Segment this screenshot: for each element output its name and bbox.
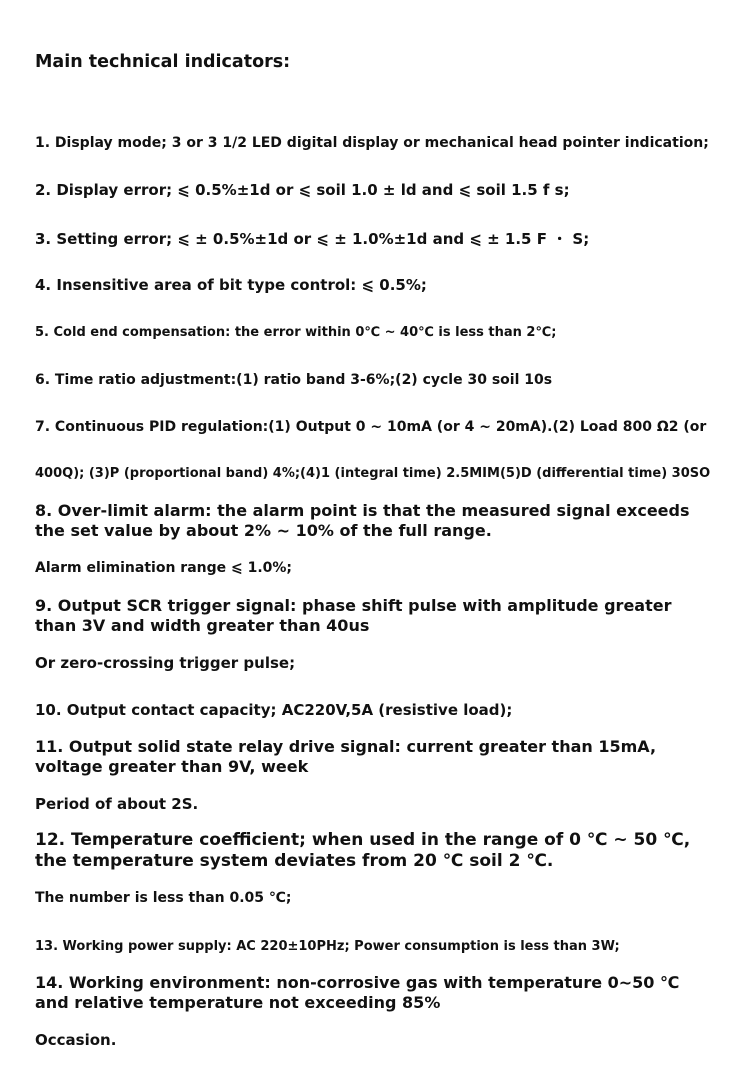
item-12-temperature-coefficient: 12. Temperature coefficient; when used in the range of 0 ℃ ~ 50 ℃, the temperature system deviates from 20 ℃ soil 2 ℃. [35, 830, 691, 871]
item-5-cold-end-compensation: 5. Cold end compensation: the error within 0℃ ~ 40℃ is less than 2℃; [35, 325, 557, 340]
item-10-contact-capacity: 10. Output contact capacity; AC220V,5A (resistive load); [35, 701, 513, 719]
zero-crossing-pulse: Or zero-crossing trigger pulse; [35, 654, 296, 672]
item-7-pid-regulation: 7. Continuous PID regulation:(1) Output 0 ~ 10mA (or 4 ~ 20mA).(2) Load 800 Ω2 (or [35, 419, 707, 435]
alarm-elimination-range: Alarm elimination range ⩽ 1.0%; [35, 560, 293, 576]
item-1-display-mode: 1. Display mode; 3 or 3 1/2 LED digital display or mechanical head pointer indication; [35, 135, 709, 151]
period-note: Period of about 2S. [35, 795, 199, 813]
item-11-ssr-drive-signal: 11. Output solid state relay drive signal: current greater than 15mA, voltage greater than 9V, week [35, 737, 657, 776]
page-title: Main technical indicators: [35, 52, 291, 72]
temperature-number-note: The number is less than 0.05 ℃; [35, 890, 292, 906]
item-7-pid-continued: 400Q); (3)P (proportional band) 4%;(4)1 (integral time) 2.5MIM(5)D (differential time) 30SO [35, 466, 711, 481]
item-9-scr-trigger: 9. Output SCR trigger signal: phase shift pulse with amplitude greater than 3V and width greater than 40us [35, 596, 672, 635]
item-4-insensitive-area: 4. Insensitive area of bit type control: ⩽ 0.5%; [35, 276, 427, 294]
item-13-power-supply: 13. Working power supply: AC 220±10PHz; Power consumption is less than 3W; [35, 939, 620, 954]
item-3-setting-error: 3. Setting error; ⩽ ± 0.5%±1d or ⩽ ± 1.0%±1d and ⩽ ± 1.5 F ・ S; [35, 230, 590, 248]
occasion-note: Occasion. [35, 1031, 117, 1049]
item-8-over-limit-alarm: 8. Over-limit alarm: the alarm point is that the measured signal exceeds the set value by about 2% ~ 10% of the full range. [35, 501, 690, 540]
item-2-display-error: 2. Display error; ⩽ 0.5%±1d or ⩽ soil 1.0 ± ld and ⩽ soil 1.5 f s; [35, 181, 570, 199]
item-14-working-environment: 14. Working environment: non-corrosive gas with temperature 0~50 ℃ and relative temperature not exceeding 85% [35, 973, 680, 1012]
item-6-time-ratio: 6. Time ratio adjustment:(1) ratio band 3-6%;(2) cycle 30 soil 10s [35, 372, 553, 388]
